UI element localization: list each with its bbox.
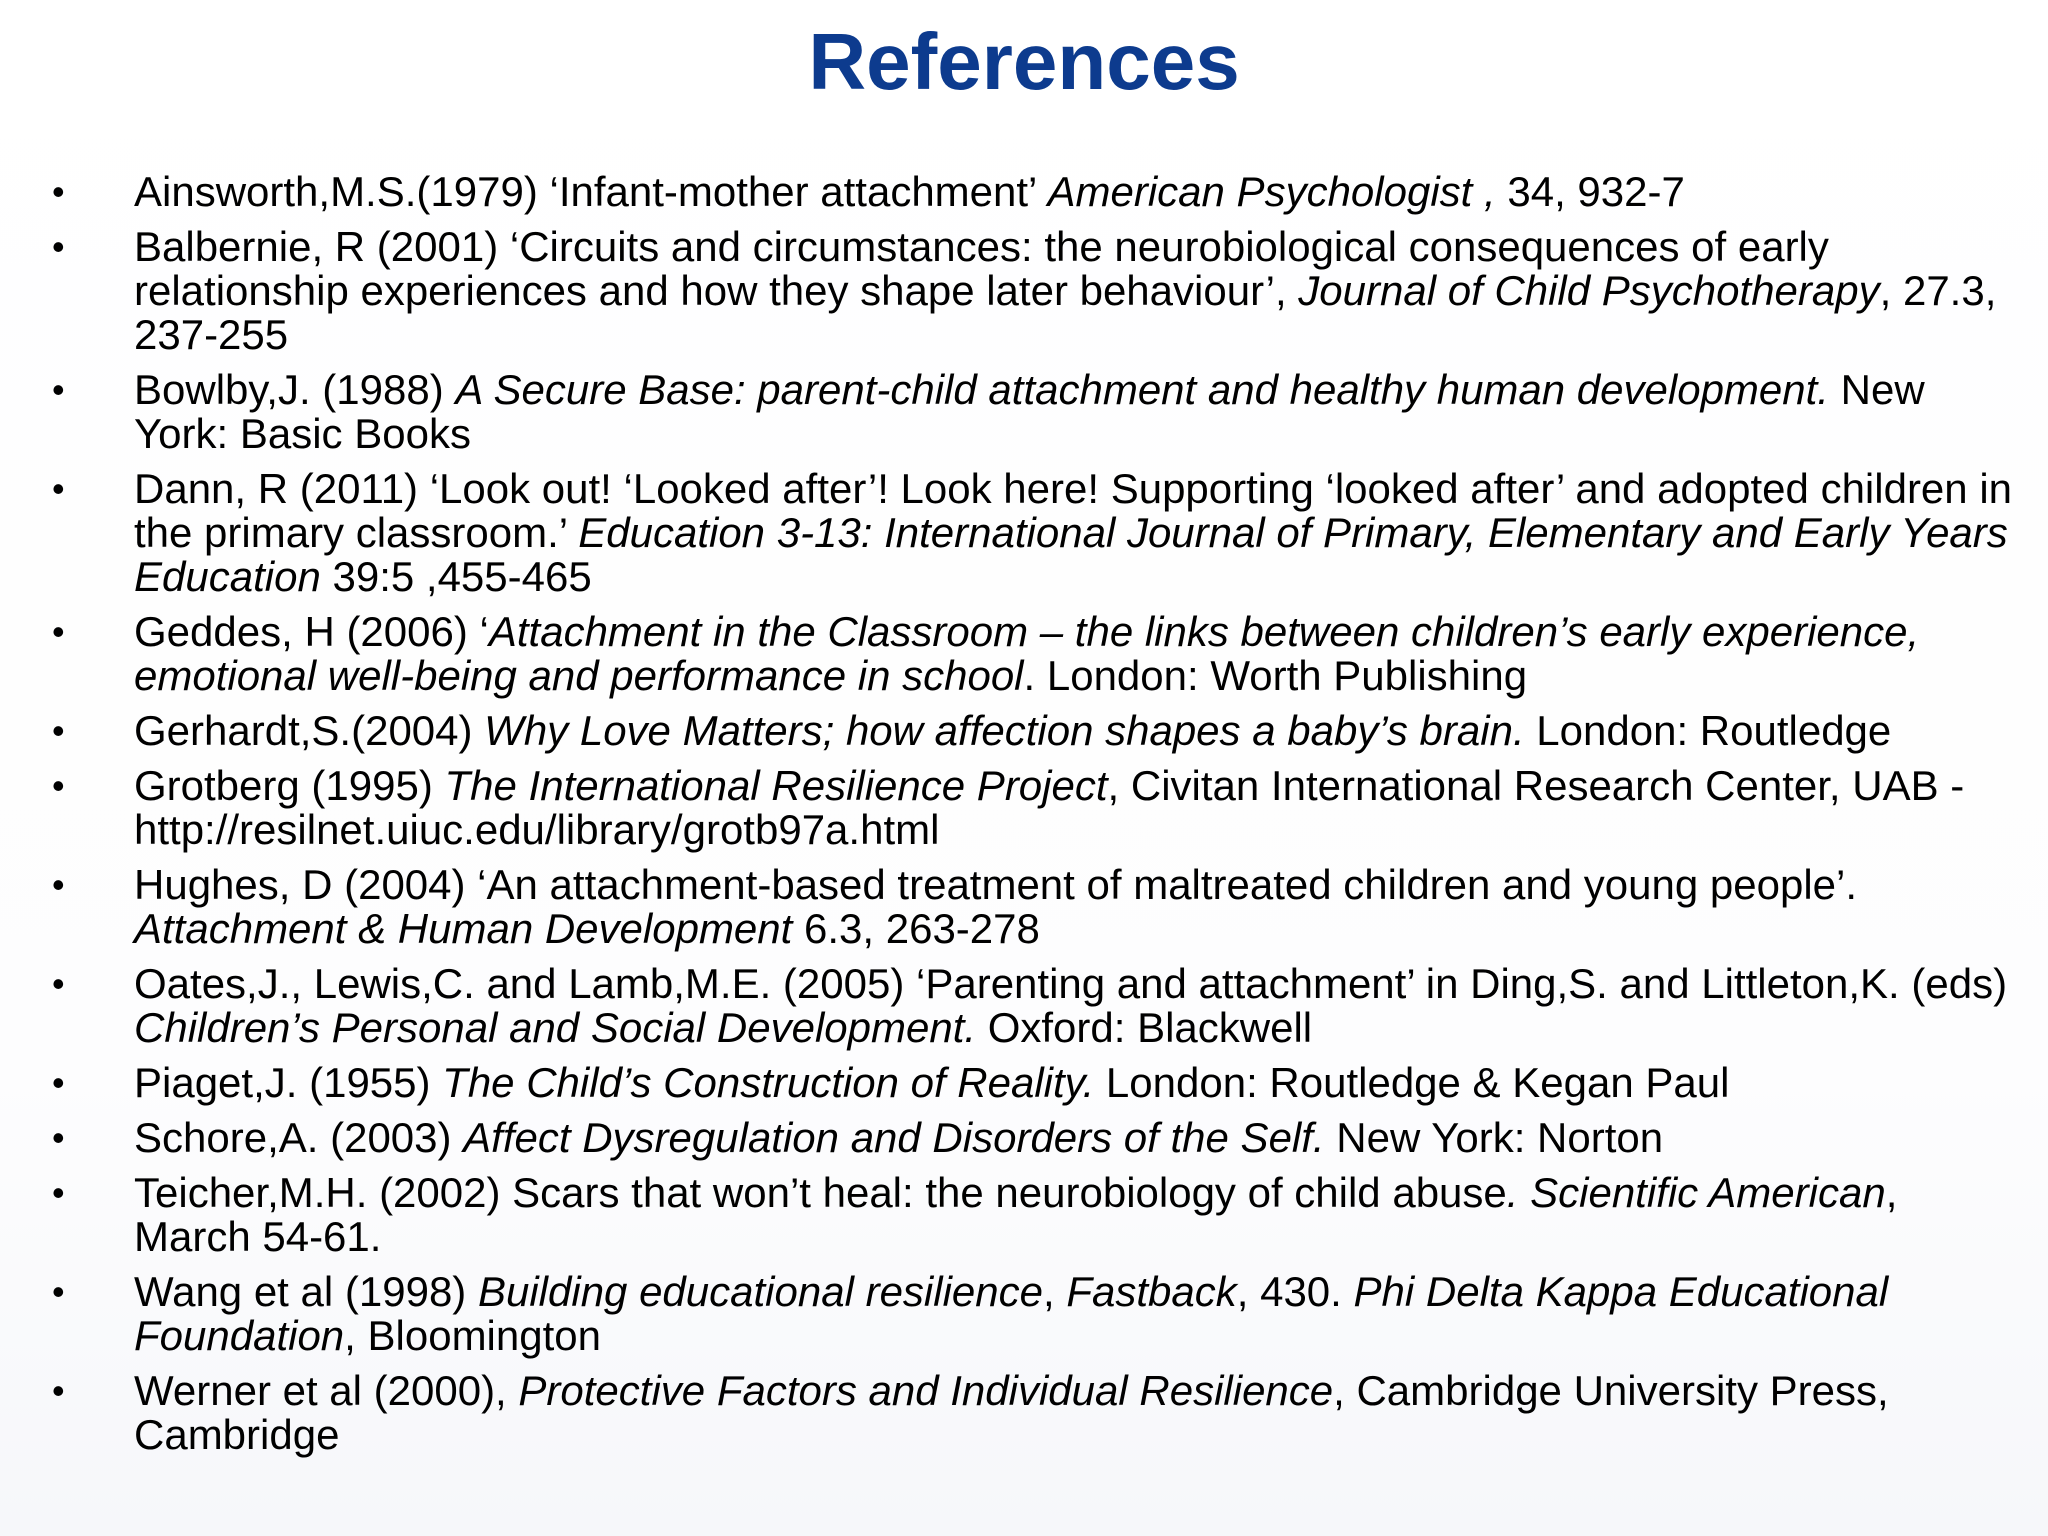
bullet-icon: • xyxy=(52,1271,65,1312)
bullet-icon: • xyxy=(52,1172,65,1213)
reference-text: 39:5 ,455-465 xyxy=(320,553,592,600)
reference-italic-text: . Scientific American xyxy=(1506,1169,1886,1216)
bullet-icon: • xyxy=(52,1370,65,1411)
reference-list xyxy=(52,170,2012,1468)
reference-text: , xyxy=(1043,1268,1067,1315)
reference-item xyxy=(52,962,2012,1050)
reference-item xyxy=(52,368,2012,456)
reference-item xyxy=(52,467,2012,599)
bullet-icon: • xyxy=(52,864,65,905)
page-title: References xyxy=(808,17,1240,106)
reference-italic-text: American Psychologist , xyxy=(1047,168,1496,215)
reference-italic-text: The Child’s Construction of Reality. xyxy=(442,1059,1095,1106)
reference-text: , March 54-61. xyxy=(134,1169,1898,1260)
reference-text: Hughes, D (2004) ‘An attachment-based treatment of maltreated children and young people’. xyxy=(134,861,1858,908)
reference-text: Bowlby,J. (1988) xyxy=(134,366,456,413)
reference-text: Geddes, H (2006) ‘ xyxy=(134,608,489,655)
bullet-icon: • xyxy=(52,369,65,410)
reference-italic-text: Why Love Matters; how affection shapes a baby’s brain. xyxy=(484,707,1525,754)
reference-text: , Bloomington xyxy=(344,1312,601,1359)
reference-item xyxy=(52,1116,2012,1160)
bullet-icon: • xyxy=(52,1062,65,1103)
reference-italic-text: Attachment in the Classroom – the links between children’s early experience, emotional well-being and performance in school xyxy=(134,608,1920,699)
reference-text: , Civitan International Research Center, UAB - http://resilnet.uiuc.edu/library/grotb97a.html xyxy=(134,762,1965,853)
reference-italic-text: Phi Delta Kappa Educational Foundation xyxy=(134,1268,1889,1359)
reference-text: London: Routledge & Kegan Paul xyxy=(1094,1059,1730,1106)
reference-item xyxy=(52,709,2012,753)
bullet-icon: • xyxy=(52,963,65,1004)
reference-text: Grotberg (1995) xyxy=(134,762,445,809)
reference-item xyxy=(52,1061,2012,1105)
bullet-icon: • xyxy=(52,765,65,806)
reference-text: , 430. xyxy=(1236,1268,1354,1315)
reference-item xyxy=(52,863,2012,951)
bullet-icon: • xyxy=(52,611,65,652)
reference-text: Wang et al (1998) xyxy=(134,1268,478,1315)
reference-text: Schore,A. (2003) xyxy=(134,1114,464,1161)
reference-text: Gerhardt,S.(2004) xyxy=(134,707,485,754)
reference-text: Dann, R (2011) ‘Look out! ‘Looked after’! Look here! Supporting ‘looked after’ and adopted children in the primary classroom.’ xyxy=(134,465,2013,556)
reference-italic-text: Protective Factors and Individual Resilience xyxy=(518,1367,1334,1414)
reference-text: 6.3, 263-278 xyxy=(792,905,1040,952)
reference-italic-text: Building educational resilience xyxy=(477,1268,1043,1315)
reference-text: New York: Norton xyxy=(1324,1114,1664,1161)
reference-text: . London: Worth Publishing xyxy=(1023,652,1528,699)
reference-item xyxy=(52,1171,2012,1259)
reference-italic-text: Education 3-13: International Journal of Primary, Elementary and Early Years Education xyxy=(134,509,2008,600)
reference-italic-text: Attachment & Human Development xyxy=(134,905,793,952)
reference-italic-text: Affect Dysregulation and Disorders of the Self. xyxy=(463,1114,1325,1161)
reference-item xyxy=(52,1369,2012,1457)
reference-text: Oxford: Blackwell xyxy=(976,1004,1313,1051)
reference-italic-text: A Secure Base: parent-child attachment and healthy human development. xyxy=(455,366,1829,413)
reference-text: London: Routledge xyxy=(1524,707,1892,754)
bullet-icon: • xyxy=(52,226,65,267)
reference-text: , Cambridge University Press, Cambridge xyxy=(134,1367,1889,1458)
reference-text: Teicher,M.H. (2002) Scars that won’t heal: the neurobiology of child abuse xyxy=(134,1169,1507,1216)
reference-item xyxy=(52,764,2012,852)
bullet-icon: • xyxy=(52,1117,65,1158)
reference-text: Werner et al (2000), xyxy=(134,1367,519,1414)
reference-italic-text: Fastback xyxy=(1066,1268,1237,1315)
reference-text: Balbernie, R (2001) ‘Circuits and circumstances: the neurobiological consequences of early relationship experiences and how they shape later behaviour’, xyxy=(134,223,1829,314)
bullet-icon: • xyxy=(52,468,65,509)
reference-text: , 27.3, 237-255 xyxy=(134,267,1997,358)
reference-text: Oates,J., Lewis,C. and Lamb,M.E. (2005) ‘Parenting and attachment’ in Ding,S. and Littleton,K. (eds) xyxy=(134,960,2008,1007)
bullet-icon: • xyxy=(52,710,65,751)
reference-text: Piaget,J. (1955) xyxy=(134,1059,443,1106)
reference-text: New York: Basic Books xyxy=(134,366,1925,457)
reference-italic-text: The International Resilience Project xyxy=(444,762,1108,809)
reference-text: Ainsworth,M.S.(1979) ‘Infant-mother attachment’ xyxy=(134,168,1048,215)
reference-item xyxy=(52,225,2012,357)
bullet-icon: • xyxy=(52,171,65,212)
reference-italic-text: Journal of Child Psychotherapy xyxy=(1298,267,1880,314)
reference-italic-text: Children’s Personal and Social Development. xyxy=(134,1004,977,1051)
reference-item xyxy=(52,610,2012,698)
reference-item xyxy=(52,170,2012,214)
reference-text: 34, 932-7 xyxy=(1495,168,1685,215)
reference-item xyxy=(52,1270,2012,1358)
